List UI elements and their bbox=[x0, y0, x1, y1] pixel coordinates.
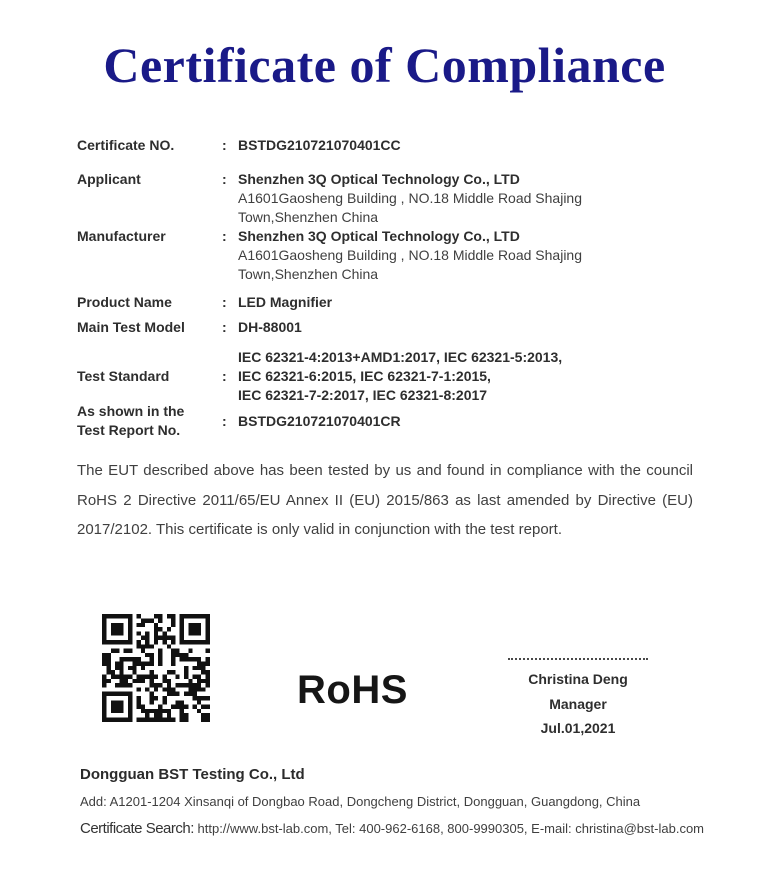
rohs-mark: RoHS bbox=[297, 668, 408, 712]
certificate-search-contact: http://www.bst-lab.com, Tel: 400-962-6168, 800-9990305, E-mail: christina@bst-lab.com bbox=[197, 821, 705, 836]
test-standard-line2: IEC 62321-6:2015, IEC 62321-7-1:2015, bbox=[238, 368, 491, 384]
field-colon: : bbox=[222, 137, 227, 153]
applicant-value bbox=[238, 170, 695, 227]
manufacturer-address-line1: A1601Gaosheng Building , NO.18 Middle Road Shajing bbox=[238, 247, 583, 263]
signature-dotted-line bbox=[508, 658, 648, 660]
field-row-test-report-no bbox=[77, 402, 695, 440]
certificate-fields bbox=[77, 130, 695, 440]
certificate-search-label: Certificate Search: bbox=[80, 820, 194, 837]
signature-block bbox=[500, 658, 656, 736]
field-label-line1: As shown in the bbox=[77, 403, 185, 419]
field-colon: : bbox=[222, 368, 227, 384]
manufacturer-name: Shenzhen 3Q Optical Technology Co., LTD bbox=[238, 228, 520, 244]
field-row-manufacturer bbox=[77, 227, 695, 284]
field-row-main-test-model bbox=[77, 318, 695, 337]
product-name-value: LED Magnifier bbox=[238, 294, 333, 310]
manufacturer-address-line2: Town,Shenzhen China bbox=[238, 266, 379, 282]
field-colon: : bbox=[222, 319, 227, 335]
manufacturer-value bbox=[238, 227, 695, 284]
field-colon: : bbox=[222, 228, 227, 244]
main-test-model-value: DH-88001 bbox=[238, 319, 302, 335]
field-colon: : bbox=[222, 171, 227, 187]
field-label: Main Test Model bbox=[77, 319, 185, 335]
qr-code bbox=[100, 612, 212, 724]
field-label: Certificate NO. bbox=[77, 137, 175, 153]
compliance-statement: The EUT described above has been tested by us and found in compliance with the council RoHS 2 Directive 2011/65/EU Annex II (EU) 2015/863 as last amended by Directive (EU) 2017/2102. This certificate is only valid in conjunction with the test report. bbox=[77, 462, 693, 538]
test-report-number: BSTDG210721070401CR bbox=[238, 412, 401, 429]
signatory-role: Manager bbox=[549, 696, 607, 712]
field-label: Manufacturer bbox=[77, 228, 166, 244]
test-standard-value bbox=[238, 348, 695, 405]
field-row-product-name bbox=[77, 293, 695, 312]
certificate-title: Certificate of Compliance bbox=[103, 37, 666, 93]
field-colon: : bbox=[222, 412, 227, 429]
certificate-number: BSTDG210721070401CC bbox=[238, 137, 401, 153]
certificate-search-line bbox=[80, 820, 704, 837]
applicant-name: Shenzhen 3Q Optical Technology Co., LTD bbox=[238, 171, 520, 187]
applicant-address-line2: Town,Shenzhen China bbox=[238, 209, 379, 225]
field-colon: : bbox=[222, 294, 227, 310]
field-row-applicant bbox=[77, 170, 695, 227]
field-label: Applicant bbox=[77, 171, 141, 187]
signature-date: Jul.01,2021 bbox=[540, 720, 616, 736]
test-standard-line1: IEC 62321-4:2013+AMD1:2017, IEC 62321-5:2013, bbox=[238, 349, 563, 365]
field-row-test-standard bbox=[77, 348, 695, 405]
field-label: Test Standard bbox=[77, 368, 170, 384]
field-label: Product Name bbox=[77, 294, 172, 310]
applicant-address-line1: A1601Gaosheng Building , NO.18 Middle Road Shajing bbox=[238, 190, 583, 206]
field-label bbox=[77, 402, 222, 440]
field-row-certificate-no bbox=[77, 136, 695, 155]
field-label-line2: Test Report No. bbox=[77, 422, 181, 438]
signatory-name: Christina Deng bbox=[528, 671, 628, 687]
lab-company-name: Dongguan BST Testing Co., Ltd bbox=[80, 766, 305, 783]
lab-address: Add: A1201-1204 Xinsanqi of Dongbao Road, Dongcheng District, Dongguan, Guangdong, China bbox=[80, 794, 641, 809]
test-standard-line3: IEC 62321-7-2:2017, IEC 62321-8:2017 bbox=[238, 387, 488, 403]
